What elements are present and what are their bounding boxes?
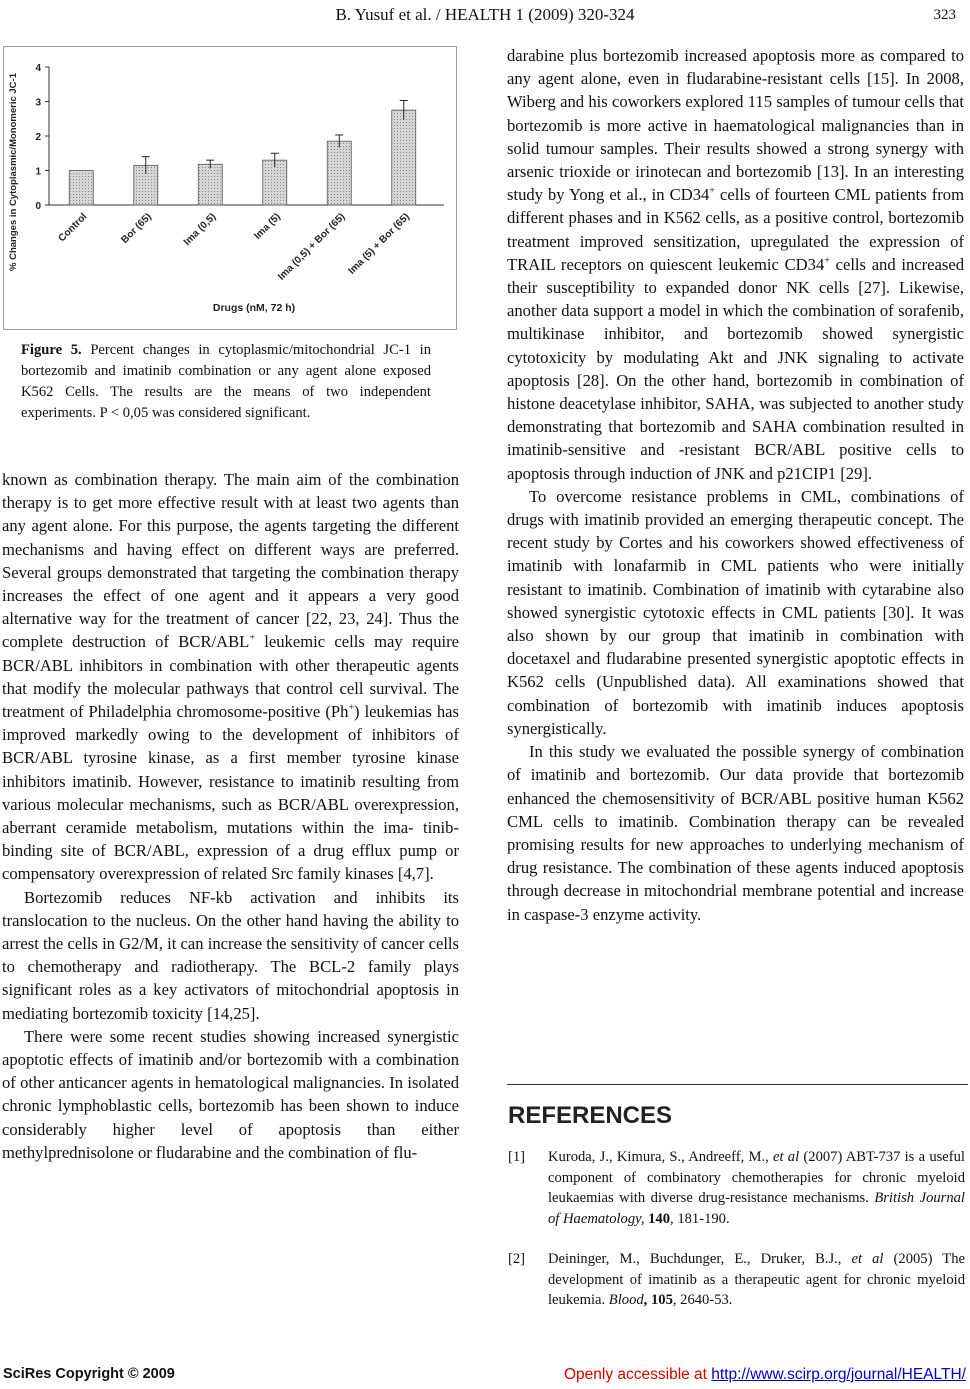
reference-volume: 140 (644, 1211, 671, 1228)
x-tick-label: Control (56, 211, 90, 245)
reference-pages: , 181-190. (670, 1211, 730, 1228)
figure-5-chart (3, 46, 457, 330)
reference-journal: British Journal of Haematology, (548, 1190, 965, 1228)
right-paragraph-3: In this study we evaluated the possible synergy of combination of imatinib and bortezomib. Our data provide that bortezomib enhanced the chemosensitivity of BCR/ABL positive human K562 CML cells to imatinib. Combination therapy can be revealed promising results for new approaches to underlying mechanism of drug resistance. The combination of these agents induced apoptosis through decrease in mitochondrial membrane potential and increase in caspase-3 enzyme activity. (507, 742, 964, 924)
reference-number: [1] (508, 1149, 526, 1165)
reference-authors: Kuroda, J., Kimura, S., Andreeff, M., (548, 1149, 774, 1165)
access-text: Openly accessible at (563, 1366, 712, 1383)
reference-item (508, 1147, 965, 1230)
left-p1-text-a: known as combination therapy. The main aim of the combination therapy is to get more effective result with at least two agents than any agent alone. For this purpose, the agents targeting the different mechanisms and having effect on different ways are preferred. Several groups demonstrated that targeting the combination therapy increases the effect of one agent and it appears a very good alternative way for the treatment of cancer [22, 23, 24]. Thus the complete destruction of BCR/ABL (2, 470, 459, 652)
left-p1-sup-2: + (348, 702, 355, 714)
left-p1-text-c: ) leukemias has improved markedly owing to the development of inhibitors of BCR/ABL tyrosine kinase, as a first member tyrosine kinase inhibitors imatinib. However, resistance to imatinib resulting from various molecular mechanisms, such as BCR/ABL overexpression, aberrant ceramide metabolism, mutations within the ima- tinib-binding site of BCR/ABL, expression of a drug efflux pump or compensatory overexpression of related Src family kinases [4,7]. (2, 702, 459, 884)
right-paragraph-1 (507, 44, 964, 485)
reference-authors: Deininger, M., Buchdunger, E., Druker, B.J., (548, 1251, 852, 1267)
reference-text (548, 1147, 965, 1230)
x-tick-label: Ima (0,5) (181, 211, 219, 248)
reference-number: [2] (508, 1251, 526, 1267)
right-paragraph-2: To overcome resistance problems in CML, combinations of drugs with imatinib provided an emerging therapeutic concept. The recent study by Cortes and his coworkers showed effectiveness of imatinib with lonafarmib in CML patients who were initially resistant to imatinib. Combination of imatinib with cytarabine also showed synergistic cytotoxic effects in CML patients [30]. It was also shown by our group that imatinib in combination with docetaxel and fludarabine presented synergistic apoptotic effects in K562 cells (Unpublished data). All examinations showed that combination of bortezomib with imatinib induces apoptosis synergistically. (507, 486, 964, 738)
running-header (0, 4, 970, 28)
reference-item (508, 1249, 965, 1311)
access-notice (564, 1366, 966, 1384)
x-tick-label: Ima (5) + Bor (65) (346, 211, 412, 277)
right-p1-sup-1: + (709, 185, 715, 197)
x-tick-label: Ima (0,5) + Bor (65) (276, 211, 348, 283)
right-p1-sup-2: + (824, 255, 830, 267)
x-tick-label: Bor (65) (119, 211, 154, 246)
reference-pages: , 2640-53. (672, 1292, 733, 1309)
x-tick-label: Ima (5) (252, 211, 283, 242)
page-number: 323 (933, 7, 956, 23)
reference-volume: , 105 (643, 1292, 673, 1309)
references-heading: REFERENCES (508, 1102, 673, 1129)
right-p1-text-b: cells of fourteen CML patients from different phases and in K562 cells, as a positive control, bortezomib treatment improved sensitization, upregulated the expression of TRAIL receptors on quiescent leukemic CD34 (507, 185, 964, 274)
section-divider (507, 1084, 968, 1085)
bar (327, 141, 351, 205)
right-p1-text-a: darabine plus bortezomib increased apoptosis more as compared to any agent alone, even in fludarabine-resistant cells [15]. In 2008, Wiberg and his coworkers explored 115 samples of tumour cells that bortezomib is more active in haematological malignancies than in solid tumour samples. Their results showed a strong synergy with arsenic trioxide or irinotecan and bortezomib [13]. In an interesting study by Yong et al., in CD34 (507, 46, 964, 205)
caption-text: Percent changes in cytoplasmic/mitochondrial JC-1 in bortezomib and imatinib combination or any agent alone exposed K562 Cells. The results are the means of two independent experiments. P < 0,05 was considered significant. (21, 342, 431, 421)
left-p1-text-b: leukemic cells may require BCR/ABL inhibitors in combination with other therapeutic agents that modify the molecular pathways that control cell survival. The treatment of Philadelphia chromosome-positive (Ph (2, 632, 460, 722)
right-p1-text-c: cells and increased their susceptibility to expanded donor NK cells [27]. Likewise, another data support a model in which the combination of sorafenib, multikinase inhibitor, and bortezomib showed synergistic cytotoxicity by modulating Akt and JNK signaling to activate apoptosis [28]. On the other hand, bortezomib in combination of histone deacetylase inhibitor, SAHA, was subjected to another study demonstrating that bortezomib and SAHA combination resulted in imatinib-sensitive and -resistant BCR/ABL positive cells to apoptosis through induction of JNK and p21CIP1 [29]. (507, 254, 964, 483)
right-column (507, 44, 964, 926)
reference-journal: Blood (608, 1292, 644, 1309)
running-title: B. Yusuf et al. / HEALTH 1 (2009) 320-324 (335, 5, 635, 24)
y-tick-label: 3 (35, 97, 41, 109)
copyright-notice: SciRes Copyright © 2009 (3, 1366, 175, 1382)
reference-title: (2007) ABT-737 is a useful component of combinatory chemotherapies for chronic myeloid leukaemias with diverse drug-resistance mechanisms. (548, 1149, 965, 1207)
left-column (2, 468, 459, 1164)
x-axis-title: Drugs (nM, 72 h) (212, 302, 296, 314)
left-paragraph-1 (2, 468, 459, 886)
caption-label: Figure 5. (21, 342, 82, 358)
bar (69, 171, 93, 206)
bar-chart (4, 47, 456, 329)
reference-title: (2005) The development of imatinib as a therapeutic agent for chronic myeloid leukemia. (548, 1251, 965, 1309)
bar (392, 110, 416, 205)
y-tick-label: 0 (35, 201, 41, 212)
reference-etal: et al (851, 1251, 884, 1267)
reference-etal: et al (773, 1149, 800, 1165)
y-tick-label: 1 (35, 166, 41, 178)
y-tick-label: 2 (35, 132, 41, 143)
y-axis-title: % Changes in Cytoplasmic/Monomeric JC-1 (8, 73, 19, 271)
left-p1-sup-1: + (249, 632, 255, 644)
bar (198, 164, 222, 205)
figure-caption (21, 340, 431, 424)
journal-link[interactable]: http://www.scirp.org/journal/HEALTH/ (711, 1366, 966, 1383)
left-paragraph-3: There were some recent studies showing increased synergistic apoptotic effects of imatinib and/or bortezomib with a combination of other anticancer agents in hematological malignancies. In isolated chronic lymphoblastic cells, bortezomib has been shown to induce considerably higher level of apoptosis than either methylprednisolone or fludarabine and the combination of flu- (2, 1026, 459, 1162)
left-paragraph-2: Bortezomib reduces NF-kb activation and inhibits its translocation to the nucleus. On the other hand having the ability to arrest the cells in G2/M, it can increase the sensitivity of cancer cells to chemotherapy and radiotherapy. The BCL-2 family plays significant roles as a key activators of mitochondrial apoptosis in mediating bortezomib toxicity [14,25]. (2, 887, 459, 1023)
reference-text (548, 1249, 965, 1311)
y-tick-label: 4 (35, 63, 41, 74)
